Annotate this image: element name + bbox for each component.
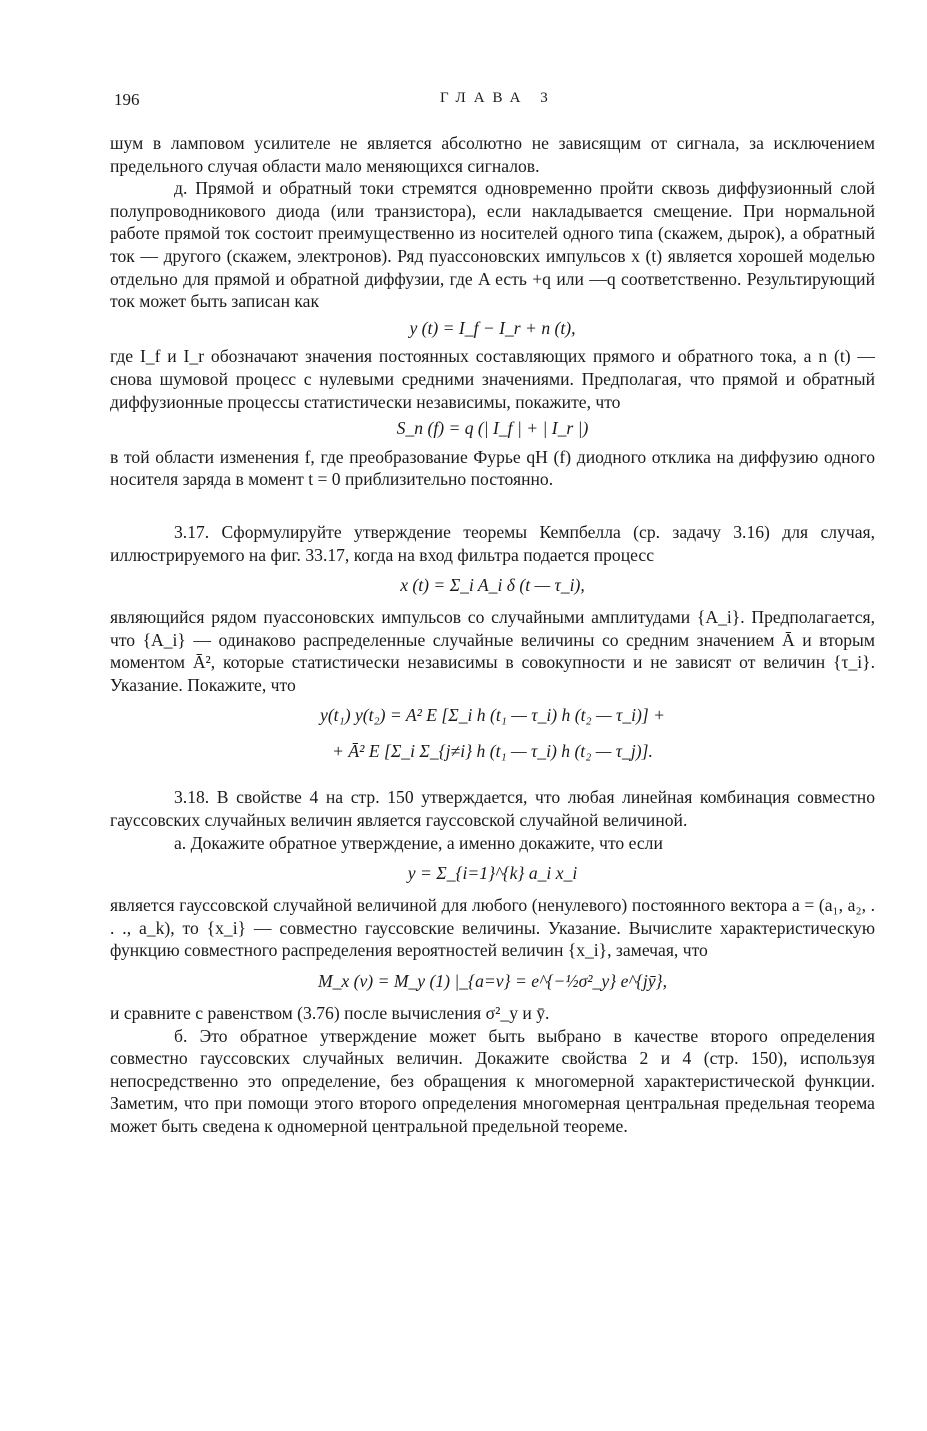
paragraph: д. Прямой и обратный токи стремятся одновременно пройти сквозь диффузионный слой полупроводникового диода (или транзистора), если накладывается смещение. При нормальной работе прямой ток состоит преимущественно из носителей одного типа (скажем, дырок), а обратный ток — другого (скажем, электронов). Ряд пуассоновских импульсов x (t) является хорошей моделью отдельно для прямой и обратной диффузии, где A есть +q или —q соответственно. Результирующий ток может быть записан как	[110, 178, 875, 312]
running-head	[110, 90, 875, 116]
paragraph: а. Докажите обратное утверждение, а именно докажите, что если	[174, 832, 663, 853]
page-number: 196	[114, 90, 140, 109]
problem-3-17: 3.17. Сформулируйте утверждение теоремы Кемпбелла (ср. задачу 3.16) для случая, иллюстрируемого на фиг. 33.17, когда на вход фильтра подается процесс	[110, 521, 875, 565]
formula: M_x (v) = M_y (1) |_{a=v} = e^{−½σ²_y} e^{jȳ},	[317, 971, 667, 992]
formula: y (t) = I_f − I_r + n (t),	[409, 317, 576, 338]
chapter-title: ГЛАВА 3	[440, 90, 556, 106]
formula: y = Σ_{i=1}^{k} a_i x_i	[407, 863, 578, 884]
paragraph: является гауссовской случайной величиной для любого (ненулевого) постоянного вектора a = (a₁, a₂, . . ., a_k), то {x_i} — совместно гауссовские величины. Указание. Вычислите характеристическую функцию совместного распределения вероятностей величин {x_i}, замечая, что	[110, 895, 875, 961]
paragraph: в той области изменения f, где преобразование Фурье qH (f) диодного отклика на диффузию одного носителя заряда в момент t = 0 приблизительно постоянно.	[110, 446, 875, 490]
formula: y(t₁) y(t₂) = A² E [Σ_i h (t₁ — τ_i) h (t₂ — τ_i)] +	[320, 705, 665, 726]
formula: x (t) = Σ_i A_i δ (t — τ_i),	[400, 575, 585, 596]
paragraph: где I_f и I_r обозначают значения постоянных составляющих прямого и обратного тока, а n (t) — снова шумовой процесс с нулевыми средними значениями. Предполагая, что прямой и обратный диффузионные процессы статистически независимы, покажите, что	[110, 346, 875, 412]
paragraph: и сравните с равенством (3.76) после вычисления σ²_y и ȳ.	[110, 1003, 550, 1024]
paragraph: шум в ламповом усилителе не является абсолютно не зависящим от сигнала, за исключением предельного случая области мало меняющихся сигналов.	[110, 133, 875, 176]
problem-3-18: 3.18. В свойстве 4 на стр. 150 утверждается, что любая линейная комбинация совместно гауссовских случайных величин является гауссовской случайной величиной.	[110, 787, 875, 831]
formula: + Ā² E [Σ_i Σ_{j≠i} h (t₁ — τ_i) h (t₂ — τ_j)].	[332, 741, 653, 762]
paragraph: б. Это обратное утверждение может быть выбрано в качестве второго определения совместно гауссовских случайных величин. Докажите свойства 2 и 4 (стр. 150), используя непосредственно это определение, без обращения к многомерной характеристической функции. Заметим, что при помощи этого второго определения многомерная центральная предельная теорема может быть сведена к одномерной центральной предельной теореме.	[110, 1025, 875, 1136]
paragraph: являющийся рядом пуассоновских импульсов со случайными амплитудами {A_i}. Предполагается, что {A_i} — одинаково распределенные случайные величины со средним значением Ā и вторым моментом Ā², которые статистически независимы в совокупности и не зависят от величин {τ_i}. Указание. Покажите, что	[110, 607, 875, 695]
page-body	[110, 132, 875, 1138]
formula: S_n (f) = q (| I_f | + | I_r |)	[396, 418, 589, 439]
